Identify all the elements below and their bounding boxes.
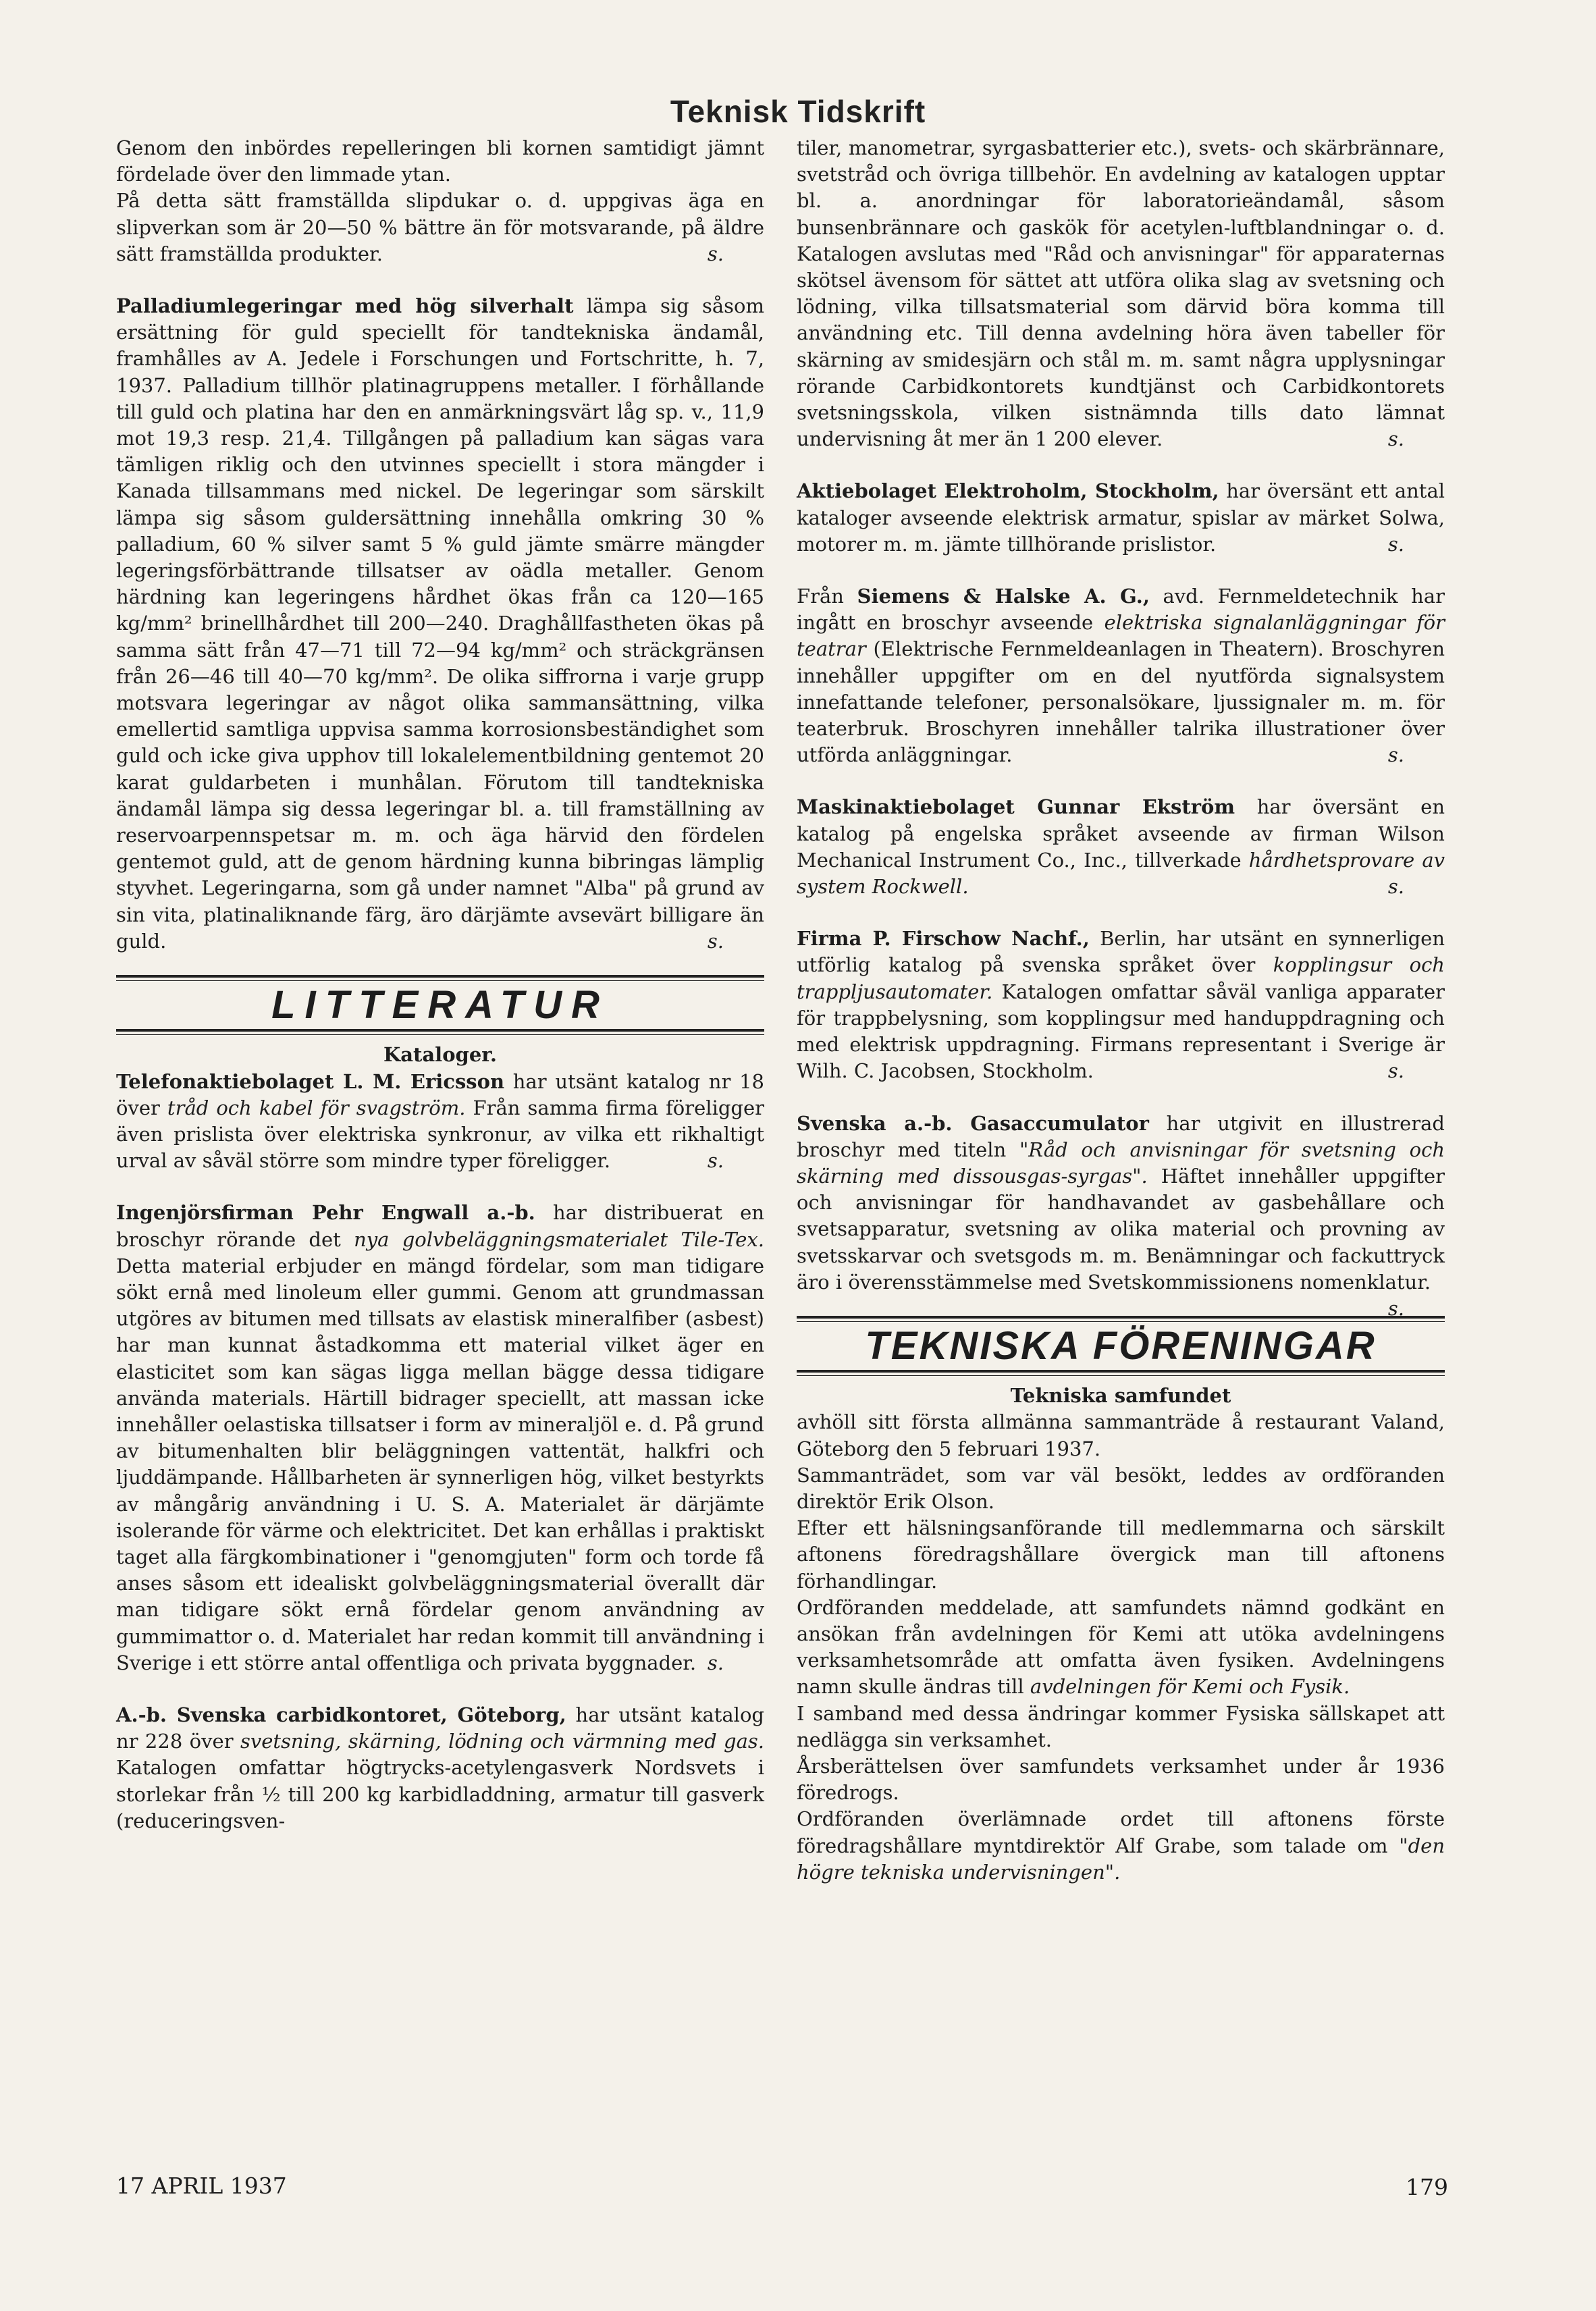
entry-siemens: Från Siemens & Halske A. G., avd. Fernmeldetechnik har ingått en broschyr avseende elektriska signalanläggningar för teatrar (Elektrische Fernmeldeanlagen in Theatern). Broschyren innehåller uppgifter om en del nyutförda signalsystem innefattande telefoner, personalsökare, ljussignaler m. m. för teaterbruk. Broschyren innehåller talrika illustrationer över utförda anläggningar. s. (797, 583, 1445, 768)
paragraph: tiler, manometrar, syrgasbatterier etc.), svets- och skärbrännare, svetstråd och övriga tillbehör. En avdelning av katalogen upptar bl. a. anordningar för laboratorieändamål, såsom bunsenbrännare och gaskök för acetylen-luftblandningar o. d. Katalogen avslutas med "Råd och anvisningar" för apparaternas skötsel ävensom för sättet att utföra olika slag av svetsning och lödning, vilka tillsatsmaterial som därvid böra komma till användning etc. Till denna avdelning höra även tabeller för skärning av smidesjärn och stål m. m. samt några upplysningar rörande Carbidkontorets kundtjänst och Carbidkontorets svetsningsskola, vilken sistnämnda tills dato lämnat undervisning åt mer än 1 200 elever. s. (797, 135, 1445, 452)
signature: s. (707, 242, 724, 265)
article-lead: Palladiumlegeringar med hög silverhalt (116, 294, 574, 318)
section-rule (116, 1029, 764, 1035)
section-title-tekniska-foreningar: TEKNISKA FÖRENINGAR (865, 1323, 1377, 1368)
paragraph: avhöll sitt första allmänna sammanträde å restaurant Valand, Göteborg den 5 februari 1937. (797, 1410, 1445, 1460)
section-rule (797, 1370, 1445, 1376)
paragraph: Ordföranden överlämnade ordet till aftonens förste föredragshållare myntdirektör Alf Grabe, som talade om "den högre tekniska undervisningen". (797, 1807, 1445, 1884)
page-number: 179 (1406, 2174, 1448, 2200)
signature: s. (1387, 532, 1404, 556)
section-title-litteratur: LITTERATUR (271, 983, 609, 1028)
signature: s. (1387, 875, 1404, 899)
entry-ekstrom: Maskinaktiebolaget Gunnar Ekström har översänt en katalog på engelska språket avseende av firman Wilson Mechanical Instrument Co., Inc., tillverkade hårdhetsprovare av system Rockwell. s. (797, 794, 1445, 900)
signature: s. (1387, 1296, 1404, 1320)
signature: s. (1387, 427, 1404, 451)
paragraph: Efter ett hälsningsanförande till medlemmarna och särskilt aftonens föredragshållare övergick man till aftonens förhandlingar. (797, 1516, 1445, 1593)
entry-gasaccumulator: Svenska a.-b. Gasaccumulator har utgivit en illustrerad broschyr med titeln "Råd och anvisningar för svetsning och skärning med dissousgas-syrgas". Häftet innehåller uppgifter och anvisningar för handhavandet av gasbehållare och svetsapparatur, svetsning av olika material och provning av svetsskarvar och svetsgods m. m. Benämningar och fackuttryck äro i överensstämmelse med Svetskommissionens nomenklatur. s. (797, 1111, 1445, 1296)
section-rule (797, 1316, 1445, 1322)
right-column (797, 135, 1445, 1886)
signature: s. (707, 1651, 724, 1674)
paragraph: I samband med dessa ändringar kommer Fysiska sällskapet att nedlägga sin verksamhet. (797, 1701, 1445, 1751)
paragraph: Ordföranden meddelade, att samfundets nämnd godkänt en ansökan från avdelningen för Kemi att utöka avdelningens verksamhetsområde att omfatta även fysiken. Avdelningens namn skulle ändras till avdelningen för Kemi och Fysik. (797, 1595, 1445, 1699)
signature: s. (1387, 1059, 1404, 1083)
left-column (116, 135, 764, 1834)
paragraph: Sammanträdet, som var väl besökt, leddes av ordföranden direktör Erik Olson. (797, 1463, 1445, 1513)
signature: s. (707, 929, 724, 953)
signature: s. (1387, 743, 1404, 767)
subheading: Tekniska samfundet (1010, 1384, 1231, 1408)
article-palladium: Palladiumlegeringar med hög silverhalt lämpa sig såsom ersättning för guld speciellt för tandtekniska ändamål, framhålles av A. Jedele i Forschungen und Fortschritte, h. 7, 1937. Palladium tillhör platinagruppens metaller. I förhållande till guld och platina har den en anmärkningsvärt låg sp. v., 11,9 mot 19,3 resp. 21,4. Tillgången på palladium kan sägas vara tämligen riklig och den utvinnes speciellt i stora mängder i Kanada tillsammans med nickel. De legeringar som särskilt lämpa sig såsom guldersättning innehålla omkring 30 % palladium, 60 % silver samt 5 % guld jämte smärre mängder legeringsförbättrande tillsatser av oädla metaller. Genom härdning kan legeringens hårdhet ökas från ca 120—165 kg/mm² brinellhårdhet till 200—240. Draghållfastheten ökas på samma sätt från 47—71 till 72—94 kg/mm² och sträckgränsen från 26—46 till 40—70 kg/mm². De olika siffrorna i varje grupp motsvara legeringar av något olika sammansättning, vilka emellertid samtliga uppvisa samma korrosionsbeständighet som guld och icke giva upphov till lokalelementbildning gentemot 20 karat guldarbeten i munhålan. Förutom till tandtekniska ändamål lämpa sig dessa legeringar bl. a. till framställning av reservoarpennspetsar m. m. och äga härvid den fördelen gentemot guld, att de genom härdning kunna bibringas lämplig styvhet. Legeringarna, som gå under namnet "Alba" på grund av sin vita, platinaliknande färg, äro därjämte avsevärt billigare än guld. s. (116, 293, 764, 955)
paragraph: På detta sätt framställda slipdukar o. d. uppgivas äga en slipverkan som är 20—50 % bättre än för motsvarande, på äldre sätt framställda produkter. s. (116, 188, 764, 267)
subheading: Kataloger. (383, 1043, 497, 1067)
entry-elektroholm: Aktiebolaget Elektroholm, Stockholm, har översänt ett antal kataloger avseende elektrisk armatur, spislar av märket Solwa, motorer m. m. jämte tillhörande prislistor. s. (797, 478, 1445, 558)
entry-ericsson: Telefonaktiebolaget L. M. Ericsson har utsänt katalog nr 18 över tråd och kabel för svagström. Från samma firma föreligger även prislista över elektriska synkronur, av vilka ett rikhaltigt urval av såväl större som mindre typer föreligger. s. (116, 1069, 764, 1175)
paragraph: Årsberättelsen över samfundets verksamhet under år 1936 föredrogs. (797, 1754, 1445, 1805)
footer-date: 17 APRIL 1937 (116, 2173, 287, 2199)
entry-carbidkontoret: A.-b. Svenska carbidkontoret, Göteborg, har utsänt katalog nr 228 över svetsning, skärning, lödning och värmning med gas. Katalogen omfattar högtrycks-acetylengasverk Nordsvets i storlekar från ½ till 200 kg karbidladdning, armatur till gasverk (reduceringsven- (116, 1703, 764, 1832)
entry-firschow: Firma P. Firschow Nachf., Berlin, har utsänt en synnerligen utförlig katalog på svenska språket över kopplingsur och trappljusautomater. Katalogen omfattar såväl vanliga apparater för trappbelysning, som kopplingsur med handuppdragning och med elektrisk uppdragning. Firmans representant i Sverige är Wilh. C. Jacobsen, Stockholm. s. (797, 926, 1445, 1084)
running-header: Teknisk Tidskrift (670, 94, 926, 129)
paragraph: Genom den inbördes repelleringen bli kornen samtidigt jämnt fördelade över den limmade ytan. (116, 136, 764, 186)
section-rule (116, 975, 764, 981)
entry-engwall: Ingenjörsfirman Pehr Engwall a.-b. har distribuerat en broschyr rörande det nya golvbeläggningsmaterialet Tile-Tex. Detta material erbjuder en mängd fördelar, som man tidigare sökt ernå med linoleum eller gummi. Genom att grundmassan utgöres av bitumen med tillsats av elastisk mineralfiber (asbest) har man kunnat åstadkomma ett material vilket äger en elasticitet som kan sägas ligga mellan bägge dessa tidigare använda materials. Härtill bidrager speciellt, att massan icke innehåller oelastiska tillsatser i form av mineraljöl e. d. På grund av bitumenhalten blir beläggningen vattentät, halkfri och ljuddämpande. Hållbarheten är synnerligen hög, vilket bestyrkts av mångårig användning i U. S. A. Materialet är därjämte isolerande för värme och elektricitet. Det kan erhållas i praktiskt taget alla färgkombinationer i "genomgjuten" form och torde få anses såsom ett idealiskt golvbeläggningsmaterial överallt där man tidigare sökt ernå fördelar genom användning av gummimattor o. d. Materialet har redan kommit till användning i Sverige i ett större antal offentliga och privata byggnader. s. (116, 1200, 764, 1676)
signature: s. (707, 1149, 724, 1173)
